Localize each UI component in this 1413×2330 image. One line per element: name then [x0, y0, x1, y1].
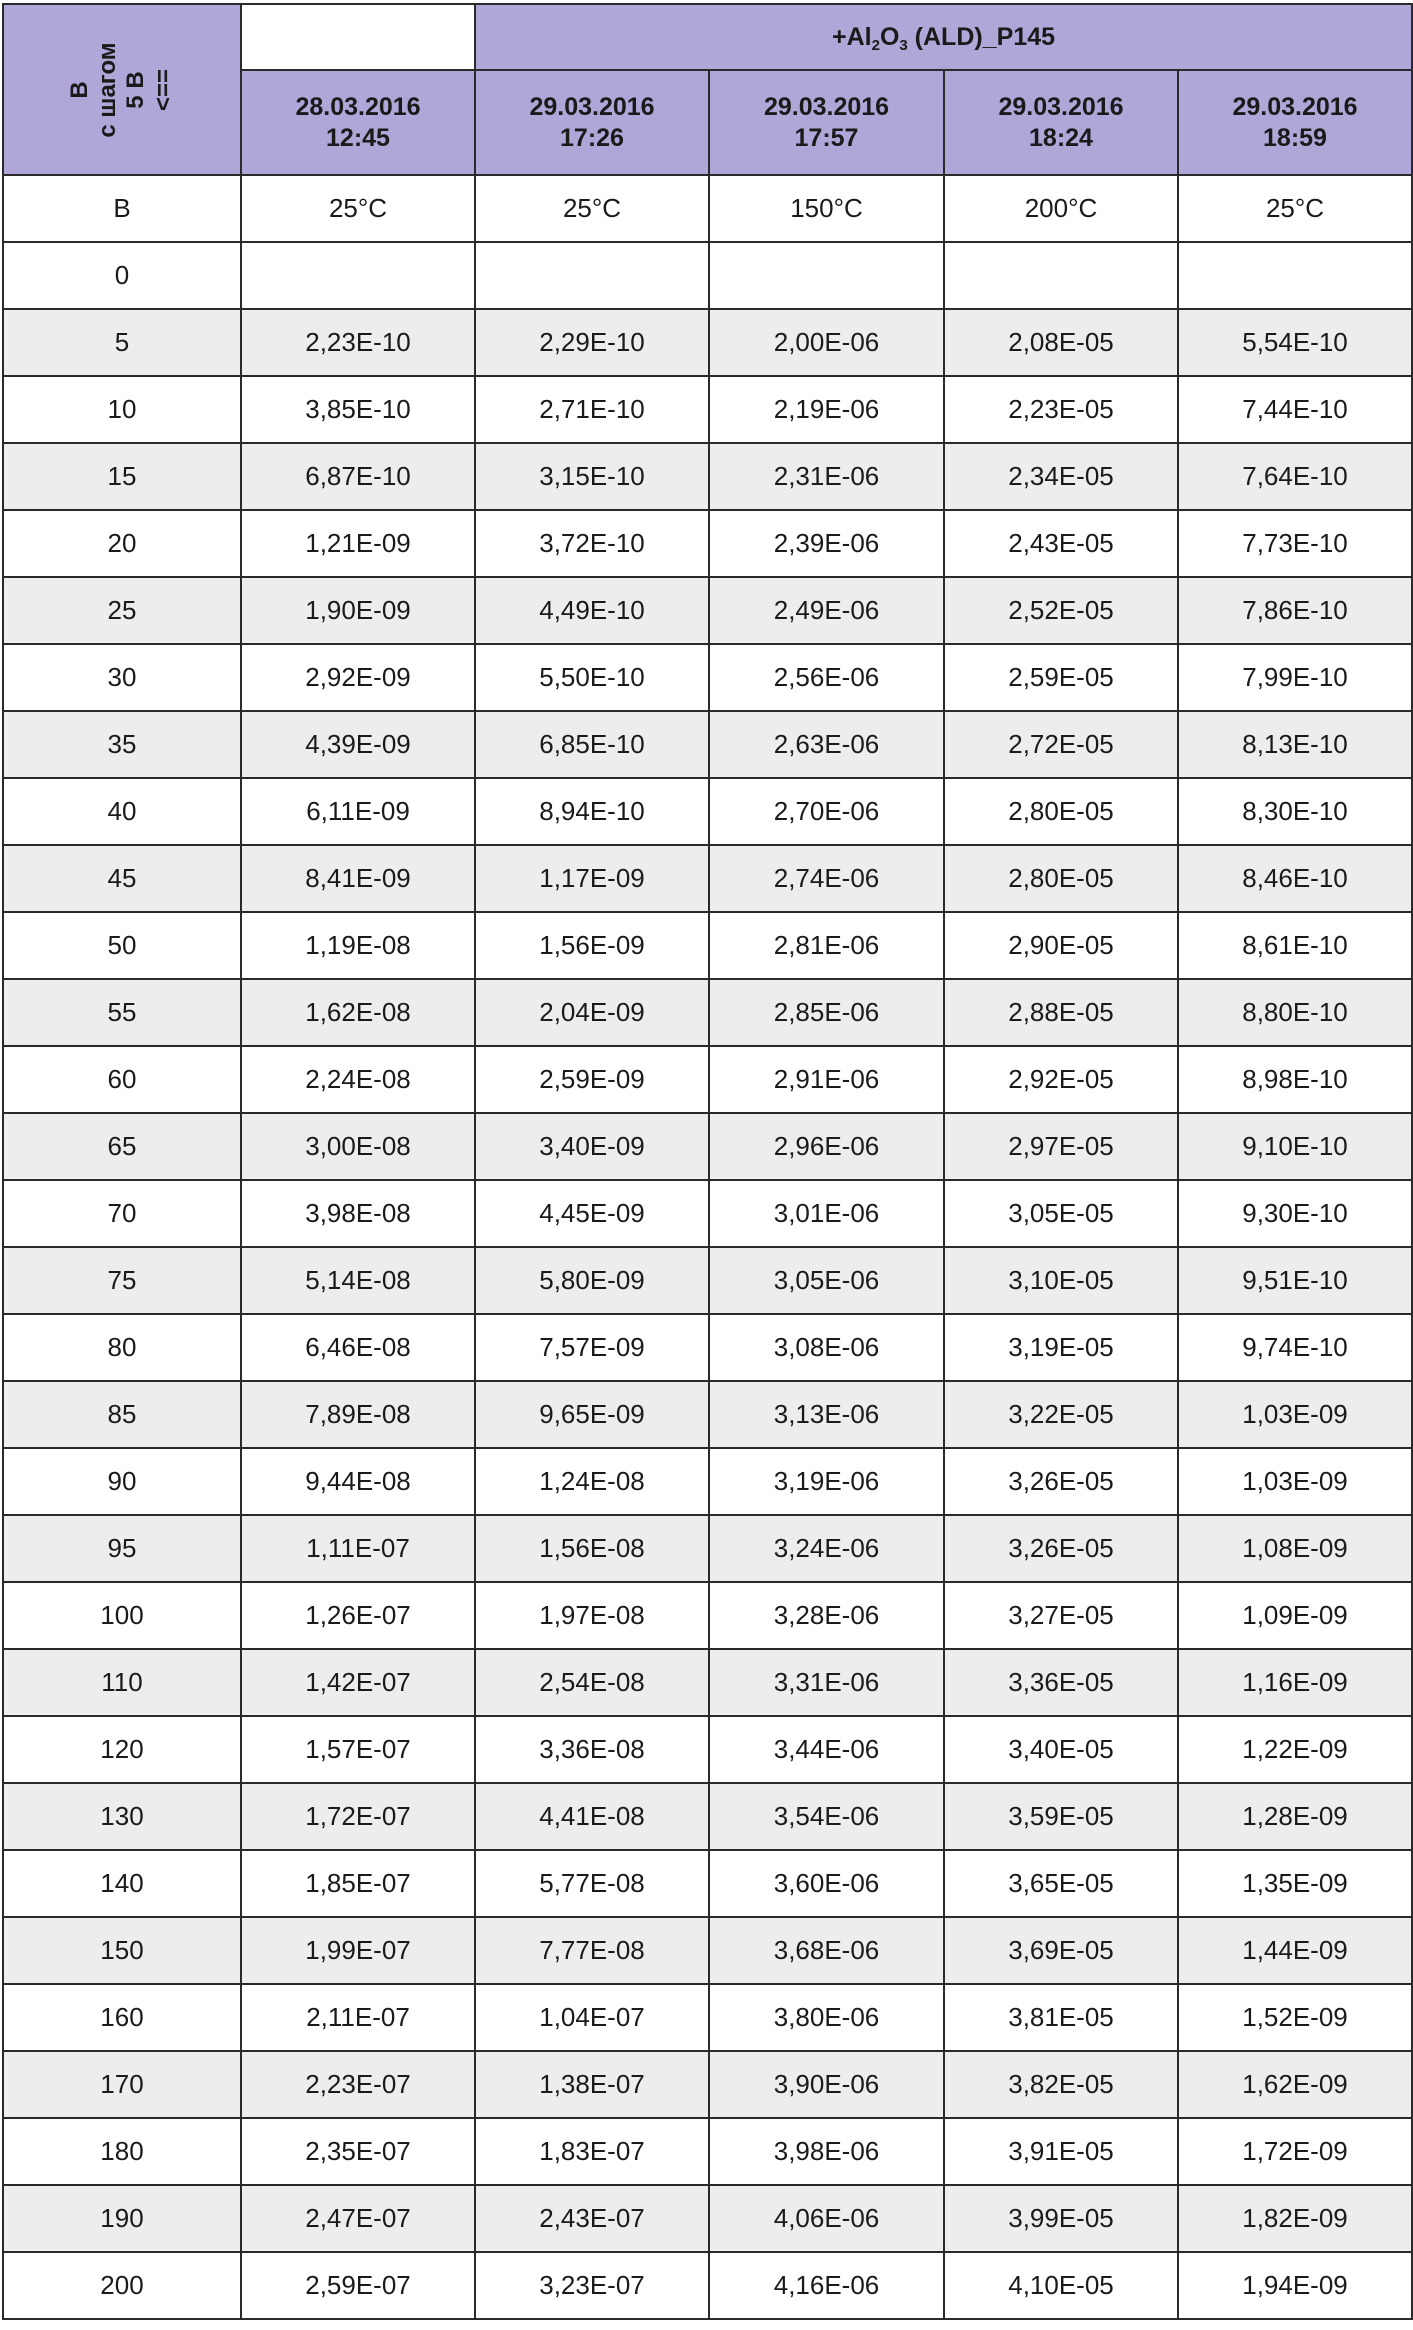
- corner-line-step-value: 5 В: [122, 70, 149, 109]
- value-cell: 1,97E-08: [475, 1582, 709, 1649]
- voltage-cell: 95: [3, 1515, 241, 1582]
- value-cell: 2,24E-08: [241, 1046, 475, 1113]
- voltage-cell: 60: [3, 1046, 241, 1113]
- value-cell: 9,30E-10: [1178, 1180, 1412, 1247]
- value-cell: 3,22E-05: [944, 1381, 1178, 1448]
- value-cell: 1,19E-08: [241, 912, 475, 979]
- voltage-cell: 45: [3, 845, 241, 912]
- value-cell: 9,65E-09: [475, 1381, 709, 1448]
- value-cell: 1,56E-08: [475, 1515, 709, 1582]
- table-row: [3, 2051, 1412, 2118]
- value-cell: 2,47E-07: [241, 2185, 475, 2252]
- value-cell: 7,86E-10: [1178, 577, 1412, 644]
- value-cell: 3,65E-05: [944, 1850, 1178, 1917]
- column-date: 29.03.2016: [998, 92, 1124, 121]
- value-cell: 9,44E-08: [241, 1448, 475, 1515]
- voltage-cell: 150: [3, 1917, 241, 1984]
- value-cell: 2,91E-06: [709, 1046, 944, 1113]
- value-cell: 2,59E-09: [475, 1046, 709, 1113]
- voltage-cell: 10: [3, 376, 241, 443]
- value-cell: 5,50E-10: [475, 644, 709, 711]
- table-row: [3, 1716, 1412, 1783]
- value-cell: 8,41E-09: [241, 845, 475, 912]
- column-header-2: [475, 70, 709, 175]
- table-row: [3, 1180, 1412, 1247]
- column-date: 29.03.2016: [763, 92, 890, 121]
- measurement-table: [2, 3, 1413, 2320]
- corner-line-arrow: <==: [150, 68, 177, 111]
- voltage-cell: 30: [3, 644, 241, 711]
- voltage-cell: 130: [3, 1783, 241, 1850]
- table-row: [3, 1582, 1412, 1649]
- table-row: [3, 1984, 1412, 2051]
- value-cell: 3,08E-06: [709, 1314, 944, 1381]
- group-title-suffix: (ALD)_P145: [907, 22, 1055, 51]
- value-cell: 1,03E-09: [1178, 1448, 1412, 1515]
- value-cell: 2,81E-06: [709, 912, 944, 979]
- value-cell: 3,19E-06: [709, 1448, 944, 1515]
- table-row: [3, 1515, 1412, 1582]
- value-cell: 3,82E-05: [944, 2051, 1178, 2118]
- table-row: [3, 1113, 1412, 1180]
- group-header: [475, 4, 1412, 70]
- value-cell: 9,10E-10: [1178, 1113, 1412, 1180]
- value-cell: 1,90E-09: [241, 577, 475, 644]
- value-cell: 2,63E-06: [709, 711, 944, 778]
- group-title-sub1: 2: [871, 36, 880, 54]
- voltage-cell: 50: [3, 912, 241, 979]
- value-cell: 2,34E-05: [944, 443, 1178, 510]
- value-cell: 3,15E-10: [475, 443, 709, 510]
- group-title-sub2: 3: [899, 36, 908, 54]
- value-cell: 1,72E-09: [1178, 2118, 1412, 2185]
- voltage-cell: 200: [3, 2252, 241, 2319]
- voltage-cell: 110: [3, 1649, 241, 1716]
- table-row: [3, 979, 1412, 1046]
- value-cell: 3,72E-10: [475, 510, 709, 577]
- value-cell: 2,08E-05: [944, 309, 1178, 376]
- value-cell: [944, 242, 1178, 309]
- value-cell: 2,74E-06: [709, 845, 944, 912]
- value-cell: 3,10E-05: [944, 1247, 1178, 1314]
- temperature-cell: 200°C: [944, 175, 1178, 242]
- value-cell: 9,74E-10: [1178, 1314, 1412, 1381]
- value-cell: 5,54E-10: [1178, 309, 1412, 376]
- value-cell: 1,11E-07: [241, 1515, 475, 1582]
- value-cell: 3,36E-08: [475, 1716, 709, 1783]
- value-cell: 1,22E-09: [1178, 1716, 1412, 1783]
- value-cell: 5,14E-08: [241, 1247, 475, 1314]
- table-row: [3, 1917, 1412, 1984]
- value-cell: 2,43E-07: [475, 2185, 709, 2252]
- value-cell: 2,56E-06: [709, 644, 944, 711]
- voltage-cell: 100: [3, 1582, 241, 1649]
- value-cell: 1,08E-09: [1178, 1515, 1412, 1582]
- value-cell: [241, 242, 475, 309]
- value-cell: 3,00E-08: [241, 1113, 475, 1180]
- value-cell: 2,54E-08: [475, 1649, 709, 1716]
- voltage-cell: 25: [3, 577, 241, 644]
- value-cell: 2,29E-10: [475, 309, 709, 376]
- table-row: [3, 1247, 1412, 1314]
- table-row: [3, 309, 1412, 376]
- value-cell: 2,80E-05: [944, 778, 1178, 845]
- value-cell: 7,89E-08: [241, 1381, 475, 1448]
- voltage-cell: 80: [3, 1314, 241, 1381]
- temperature-cell: 25°C: [475, 175, 709, 242]
- value-cell: 2,59E-07: [241, 2252, 475, 2319]
- value-cell: 2,97E-05: [944, 1113, 1178, 1180]
- column-time: 18:59: [1263, 123, 1327, 152]
- value-cell: 3,40E-05: [944, 1716, 1178, 1783]
- value-cell: 8,46E-10: [1178, 845, 1412, 912]
- value-cell: 7,77E-08: [475, 1917, 709, 1984]
- voltage-cell: 65: [3, 1113, 241, 1180]
- value-cell: 1,38E-07: [475, 2051, 709, 2118]
- value-cell: 3,98E-08: [241, 1180, 475, 1247]
- voltage-cell: 160: [3, 1984, 241, 2051]
- voltage-cell: 75: [3, 1247, 241, 1314]
- column-time: 12:45: [326, 123, 390, 152]
- value-cell: 2,71E-10: [475, 376, 709, 443]
- value-cell: 3,91E-05: [944, 2118, 1178, 2185]
- table-row: [3, 845, 1412, 912]
- value-cell: 3,98E-06: [709, 2118, 944, 2185]
- unit-label-cell: В: [3, 175, 241, 242]
- value-cell: 1,16E-09: [1178, 1649, 1412, 1716]
- value-cell: 3,80E-06: [709, 1984, 944, 2051]
- value-cell: 2,70E-06: [709, 778, 944, 845]
- blank-header-cell: [241, 4, 475, 70]
- value-cell: 7,73E-10: [1178, 510, 1412, 577]
- corner-header: [3, 4, 241, 175]
- value-cell: 3,59E-05: [944, 1783, 1178, 1850]
- value-cell: 5,77E-08: [475, 1850, 709, 1917]
- value-cell: 1,99E-07: [241, 1917, 475, 1984]
- value-cell: 6,46E-08: [241, 1314, 475, 1381]
- column-header-5: [1178, 70, 1412, 175]
- value-cell: [475, 242, 709, 309]
- voltage-cell: 90: [3, 1448, 241, 1515]
- column-time: 17:26: [560, 123, 624, 152]
- voltage-cell: 70: [3, 1180, 241, 1247]
- value-cell: 1,72E-07: [241, 1783, 475, 1850]
- voltage-cell: 85: [3, 1381, 241, 1448]
- value-cell: 6,85E-10: [475, 711, 709, 778]
- value-cell: 2,00E-06: [709, 309, 944, 376]
- value-cell: 3,28E-06: [709, 1582, 944, 1649]
- value-cell: 4,06E-06: [709, 2185, 944, 2252]
- column-time: 18:24: [1029, 123, 1093, 152]
- corner-line-step: с шагом: [94, 41, 121, 138]
- value-cell: 3,31E-06: [709, 1649, 944, 1716]
- value-cell: 3,99E-05: [944, 2185, 1178, 2252]
- value-cell: 9,51E-10: [1178, 1247, 1412, 1314]
- voltage-cell: 40: [3, 778, 241, 845]
- value-cell: 1,21E-09: [241, 510, 475, 577]
- value-cell: 7,57E-09: [475, 1314, 709, 1381]
- value-cell: 3,01E-06: [709, 1180, 944, 1247]
- table-row: [3, 2185, 1412, 2252]
- value-cell: [709, 242, 944, 309]
- value-cell: 3,05E-05: [944, 1180, 1178, 1247]
- value-cell: 1,04E-07: [475, 1984, 709, 2051]
- value-cell: 4,10E-05: [944, 2252, 1178, 2319]
- value-cell: 1,24E-08: [475, 1448, 709, 1515]
- value-cell: 4,39E-09: [241, 711, 475, 778]
- value-cell: 2,88E-05: [944, 979, 1178, 1046]
- column-date: 28.03.2016: [295, 92, 421, 121]
- value-cell: 2,31E-06: [709, 443, 944, 510]
- value-cell: 2,43E-05: [944, 510, 1178, 577]
- voltage-cell: 55: [3, 979, 241, 1046]
- value-cell: 8,30E-10: [1178, 778, 1412, 845]
- table-row: [3, 577, 1412, 644]
- value-cell: 3,81E-05: [944, 1984, 1178, 2051]
- value-cell: 8,94E-10: [475, 778, 709, 845]
- value-cell: 2,80E-05: [944, 845, 1178, 912]
- voltage-cell: 140: [3, 1850, 241, 1917]
- value-cell: 1,52E-09: [1178, 1984, 1412, 2051]
- column-header-4: [944, 70, 1178, 175]
- voltage-cell: 35: [3, 711, 241, 778]
- value-cell: 3,26E-05: [944, 1515, 1178, 1582]
- temperature-row: [3, 175, 1412, 242]
- table-row: [3, 1046, 1412, 1113]
- table-row: [3, 644, 1412, 711]
- value-cell: 8,98E-10: [1178, 1046, 1412, 1113]
- value-cell: 6,11E-09: [241, 778, 475, 845]
- value-cell: 2,23E-07: [241, 2051, 475, 2118]
- table-row: [3, 510, 1412, 577]
- value-cell: 4,41E-08: [475, 1783, 709, 1850]
- value-cell: 3,23E-07: [475, 2252, 709, 2319]
- value-cell: 1,85E-07: [241, 1850, 475, 1917]
- value-cell: 2,96E-06: [709, 1113, 944, 1180]
- value-cell: 1,09E-09: [1178, 1582, 1412, 1649]
- table-row: [3, 242, 1412, 309]
- value-cell: 2,35E-07: [241, 2118, 475, 2185]
- value-cell: 2,90E-05: [944, 912, 1178, 979]
- column-header-1: [241, 70, 475, 175]
- table-row: [3, 1649, 1412, 1716]
- value-cell: 1,26E-07: [241, 1582, 475, 1649]
- value-cell: 3,60E-06: [709, 1850, 944, 1917]
- value-cell: 7,44E-10: [1178, 376, 1412, 443]
- value-cell: 1,94E-09: [1178, 2252, 1412, 2319]
- value-cell: 3,26E-05: [944, 1448, 1178, 1515]
- value-cell: 3,36E-05: [944, 1649, 1178, 1716]
- voltage-cell: 180: [3, 2118, 241, 2185]
- value-cell: 3,90E-06: [709, 2051, 944, 2118]
- value-cell: 1,62E-08: [241, 979, 475, 1046]
- value-cell: 5,80E-09: [475, 1247, 709, 1314]
- table-row: [3, 376, 1412, 443]
- value-cell: 1,62E-09: [1178, 2051, 1412, 2118]
- value-cell: 1,56E-09: [475, 912, 709, 979]
- value-cell: 8,61E-10: [1178, 912, 1412, 979]
- value-cell: 7,99E-10: [1178, 644, 1412, 711]
- table-body: [3, 242, 1412, 2319]
- value-cell: 2,72E-05: [944, 711, 1178, 778]
- value-cell: 3,13E-06: [709, 1381, 944, 1448]
- value-cell: 4,16E-06: [709, 2252, 944, 2319]
- value-cell: 3,24E-06: [709, 1515, 944, 1582]
- table-row: [3, 778, 1412, 845]
- voltage-cell: 20: [3, 510, 241, 577]
- value-cell: 2,39E-06: [709, 510, 944, 577]
- temperature-cell: 150°C: [709, 175, 944, 242]
- voltage-cell: 120: [3, 1716, 241, 1783]
- value-cell: 8,13E-10: [1178, 711, 1412, 778]
- value-cell: 3,19E-05: [944, 1314, 1178, 1381]
- value-cell: 1,44E-09: [1178, 1917, 1412, 1984]
- table-row: [3, 1850, 1412, 1917]
- value-cell: 3,85E-10: [241, 376, 475, 443]
- value-cell: 2,04E-09: [475, 979, 709, 1046]
- group-title-prefix: +Al: [831, 22, 872, 51]
- value-cell: 2,92E-09: [241, 644, 475, 711]
- value-cell: 2,59E-05: [944, 644, 1178, 711]
- value-cell: 3,40E-09: [475, 1113, 709, 1180]
- column-header-3: [709, 70, 944, 175]
- table-row: [3, 1448, 1412, 1515]
- voltage-cell: 15: [3, 443, 241, 510]
- voltage-cell: 190: [3, 2185, 241, 2252]
- value-cell: 1,57E-07: [241, 1716, 475, 1783]
- temperature-cell: 25°C: [1178, 175, 1412, 242]
- table-row: [3, 443, 1412, 510]
- value-cell: 4,49E-10: [475, 577, 709, 644]
- group-title-mid: O: [879, 22, 900, 51]
- corner-line-unit: В: [66, 80, 93, 99]
- table-row: [3, 1783, 1412, 1850]
- column-time: 17:57: [794, 123, 859, 152]
- column-date: 29.03.2016: [529, 92, 655, 121]
- voltage-cell: 5: [3, 309, 241, 376]
- value-cell: 2,85E-06: [709, 979, 944, 1046]
- table-row: [3, 1314, 1412, 1381]
- value-cell: 1,35E-09: [1178, 1850, 1412, 1917]
- voltage-cell: 170: [3, 2051, 241, 2118]
- value-cell: 2,92E-05: [944, 1046, 1178, 1113]
- value-cell: 3,69E-05: [944, 1917, 1178, 1984]
- value-cell: 1,83E-07: [475, 2118, 709, 2185]
- value-cell: 1,82E-09: [1178, 2185, 1412, 2252]
- value-cell: 3,05E-06: [709, 1247, 944, 1314]
- table-row: [3, 1381, 1412, 1448]
- value-cell: 1,42E-07: [241, 1649, 475, 1716]
- table-row: [3, 912, 1412, 979]
- value-cell: 3,44E-06: [709, 1716, 944, 1783]
- value-cell: [1178, 242, 1412, 309]
- value-cell: 1,03E-09: [1178, 1381, 1412, 1448]
- value-cell: 7,64E-10: [1178, 443, 1412, 510]
- value-cell: 3,54E-06: [709, 1783, 944, 1850]
- measurement-table-wrapper: [2, 3, 1413, 2320]
- temperature-cell: 25°C: [241, 175, 475, 242]
- value-cell: 8,80E-10: [1178, 979, 1412, 1046]
- table-row: [3, 2118, 1412, 2185]
- value-cell: 3,68E-06: [709, 1917, 944, 1984]
- value-cell: 1,17E-09: [475, 845, 709, 912]
- column-date: 29.03.2016: [1232, 92, 1358, 121]
- value-cell: 2,49E-06: [709, 577, 944, 644]
- value-cell: 2,52E-05: [944, 577, 1178, 644]
- value-cell: 4,45E-09: [475, 1180, 709, 1247]
- value-cell: 3,27E-05: [944, 1582, 1178, 1649]
- value-cell: 2,23E-05: [944, 376, 1178, 443]
- corner-header-text: [66, 42, 178, 137]
- value-cell: 6,87E-10: [241, 443, 475, 510]
- table-row: [3, 711, 1412, 778]
- voltage-cell: 0: [3, 242, 241, 309]
- value-cell: 2,19E-06: [709, 376, 944, 443]
- table-row: [3, 2252, 1412, 2319]
- value-cell: 2,23E-10: [241, 309, 475, 376]
- value-cell: 2,11E-07: [241, 1984, 475, 2051]
- value-cell: 1,28E-09: [1178, 1783, 1412, 1850]
